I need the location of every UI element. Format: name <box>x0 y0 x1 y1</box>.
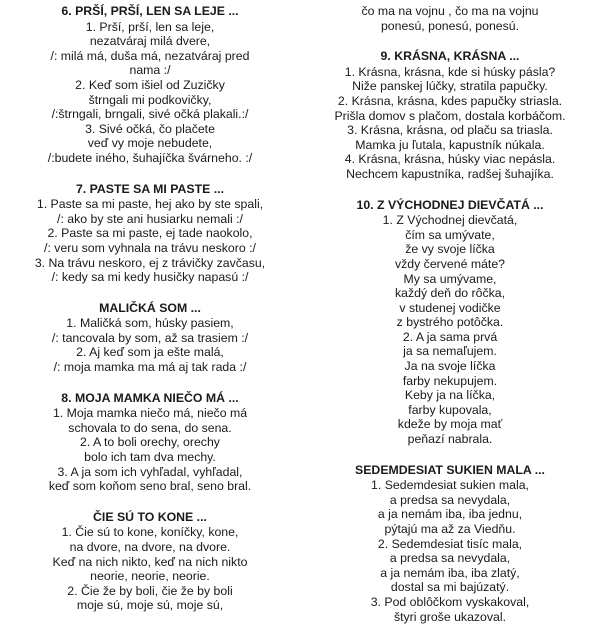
left-column <box>0 4 300 629</box>
lyric-line: 3. Pod oblôčkom vyskakoval, <box>370 594 530 609</box>
lyric-line: 3. Na trávu neskoro, ej z trávičky zavčasu, <box>34 255 266 270</box>
lyric-line: /: ako by ste ani husiarku nemali :/ <box>57 211 243 226</box>
lyric-line: farby nekupujem. <box>402 373 498 388</box>
lyric-line: keď som koňom seno bral, seno bral. <box>48 479 252 494</box>
lyric-line: /: tancovala by som, až sa trasiem :/ <box>51 330 249 345</box>
lyric-line: Keď na nich nikto, keď na nich nikto <box>52 554 248 569</box>
lyric-line: nama :/ <box>129 63 171 78</box>
lyric-line: 2. A ja sama prvá <box>402 329 498 344</box>
lyric-line: Nechcem kapustníka, radšej šuhajíka. <box>346 166 554 181</box>
song-title: MALIČKÁ SOM ... <box>99 300 201 315</box>
lyric-line: 3. Sivé očká, čo plačete <box>85 121 215 136</box>
lyric-line: 1. Maličká som, húsky pasiem, <box>66 316 234 331</box>
lyric-line: z bystrého potôčka. <box>396 315 504 330</box>
lyric-line: na dvore, na dvore, na dvore. <box>69 540 231 554</box>
lyric-line: 2. Sedemdesiat tisíc mala, <box>377 536 523 551</box>
lyric-line: /: moja mamka ma má aj tak rada :/ <box>53 360 247 375</box>
song-block <box>0 391 300 494</box>
lyric-line: 1. Moja mamka niečo má, niečo má <box>52 406 248 421</box>
lyric-line: neorie, neorie, neorie. <box>90 569 210 584</box>
lyric-line: ja sa nemaľujem. <box>403 344 497 359</box>
song-block <box>300 49 600 181</box>
song-title: 7. PASTE SA MI PASTE ... <box>75 181 225 196</box>
lyric-line: 2. Aj keď som ja ešte malá, <box>76 345 224 360</box>
song-title: ČIE SÚ TO KONE ... <box>93 509 207 524</box>
song-block <box>300 463 600 625</box>
lyric-line: pýtajú ma až za Viedňu. <box>384 522 516 536</box>
lyric-line: 2. A to boli orechy, orechy <box>80 435 220 450</box>
lyric-line: štyri groše ukazoval. <box>393 609 507 624</box>
lyric-line: Prišla domov s plačom, dostala korbáčom. <box>334 108 566 123</box>
lyric-line: kdeže by moja mať <box>397 417 503 432</box>
lyric-line: /:budete iného, šuhajíčka švárneho. :/ <box>47 150 253 165</box>
lyric-line: a ja nemám iba, iba zlatý, <box>380 565 520 580</box>
lyric-line: 2. Keď som išiel od Zuzičky <box>75 77 225 92</box>
song-block <box>0 301 300 375</box>
lyric-line: 1. Z Východnej dievčatá, <box>382 213 518 228</box>
lyric-line: 1. Prší, prší, len sa leje, <box>85 19 215 34</box>
song-title: 9. KRÁSNA, KRÁSNA ... <box>380 49 520 64</box>
lyric-line: 3. Krásna, krásna, od plaču sa triasla. <box>347 123 553 138</box>
song-block <box>0 4 300 166</box>
lyric-line: /: kedy sa mi kedy husičky napasú :/ <box>51 270 249 285</box>
lyric-line: 1. Sedemdesiat sukien mala, <box>371 478 529 493</box>
lyric-line: 1. Paste sa mi paste, hej ako by ste spali, <box>36 197 264 212</box>
lyric-line: 1. Krásna, krásna, kde si húsky pásla? <box>344 64 556 79</box>
lyric-line: štrngali mi podkovičky, <box>88 92 212 107</box>
lyric-line: schovala to do sena, do sena. <box>68 420 232 435</box>
lyric-line: Niže panskej lúčky, stratila papučky. <box>352 79 548 94</box>
lyric-line: Keby ja na líčka, <box>404 388 496 403</box>
song-title: 6. PRŠÍ, PRŠÍ, LEN SA LEJE ... <box>61 4 239 18</box>
lyric-line: farby kupovala, <box>408 402 492 417</box>
lyric-line: vždy červené máte? <box>394 256 506 271</box>
lyric-line: čím sa umývate, <box>405 227 495 242</box>
song-title: 8. MOJA MAMKA NIEČO MÁ ... <box>61 390 239 405</box>
song-block <box>0 510 300 613</box>
lyric-line: /:štrngali, brngali, sivé očká plakali.:/ <box>51 107 249 122</box>
lyric-line: ponesú, ponesú, ponesú. <box>380 18 520 33</box>
lyric-line: a predsa sa nevydala, <box>389 492 511 507</box>
lyric-line: 3. A ja som ich vyhľadal, vyhľadal, <box>57 464 243 479</box>
lyric-line: každý deň do rôčka, <box>394 286 506 301</box>
right-column <box>300 4 600 640</box>
lyric-line: 2. Paste sa mi paste, ej tade naokolo, <box>47 226 253 241</box>
lyric-line: a ja nemám iba, iba jednu, <box>377 507 523 522</box>
lyric-line: a predsa sa nevydala, <box>389 551 511 566</box>
lyric-line: v studenej vodičke <box>399 300 501 315</box>
lyric-line: Ja na svoje líčka <box>404 359 496 374</box>
lyric-line: čo ma na vojnu , čo ma na vojnu <box>361 4 539 18</box>
lyric-line: bolo ich tam dva mechy. <box>84 450 216 465</box>
lyric-line: 2. Krásna, krásna, kdes papučky striasla. <box>337 93 563 108</box>
song-block <box>300 4 600 33</box>
song-block <box>300 198 600 447</box>
lyric-line: My sa umývame, <box>403 271 497 286</box>
song-title: SEDEMDESIAT SUKIEN MALA ... <box>355 462 545 477</box>
lyric-line: moje sú, moje sú, moje sú, <box>76 598 224 613</box>
lyric-line: Mamka ju ľutala, kapustník núkala. <box>355 137 545 152</box>
lyric-line: nezatváraj milá dvere, <box>89 34 211 49</box>
lyric-line: dostal sa mi bajúzatý. <box>390 580 510 595</box>
lyric-line: 1. Čie sú to kone, koníčky, kone, <box>61 525 239 540</box>
lyric-line: 2. Čie že by boli, čie že by boli <box>67 583 233 598</box>
lyric-line: veď vy moje nebudete, <box>87 136 213 151</box>
song-block <box>0 182 300 285</box>
lyric-line: že vy svoje líčka <box>405 242 495 257</box>
song-title: 10. Z VÝCHODNEJ DIEVČATÁ ... <box>356 197 544 212</box>
lyric-line: peňazí nabrala. <box>407 432 493 447</box>
lyric-line: /: milá má, duša má, nezatváraj pred <box>50 48 250 63</box>
lyric-line: 4. Krásna, krásna, húsky viac nepásla. <box>344 152 556 167</box>
lyric-line: /: veru som vyhnala na trávu neskoro :/ <box>44 240 256 255</box>
